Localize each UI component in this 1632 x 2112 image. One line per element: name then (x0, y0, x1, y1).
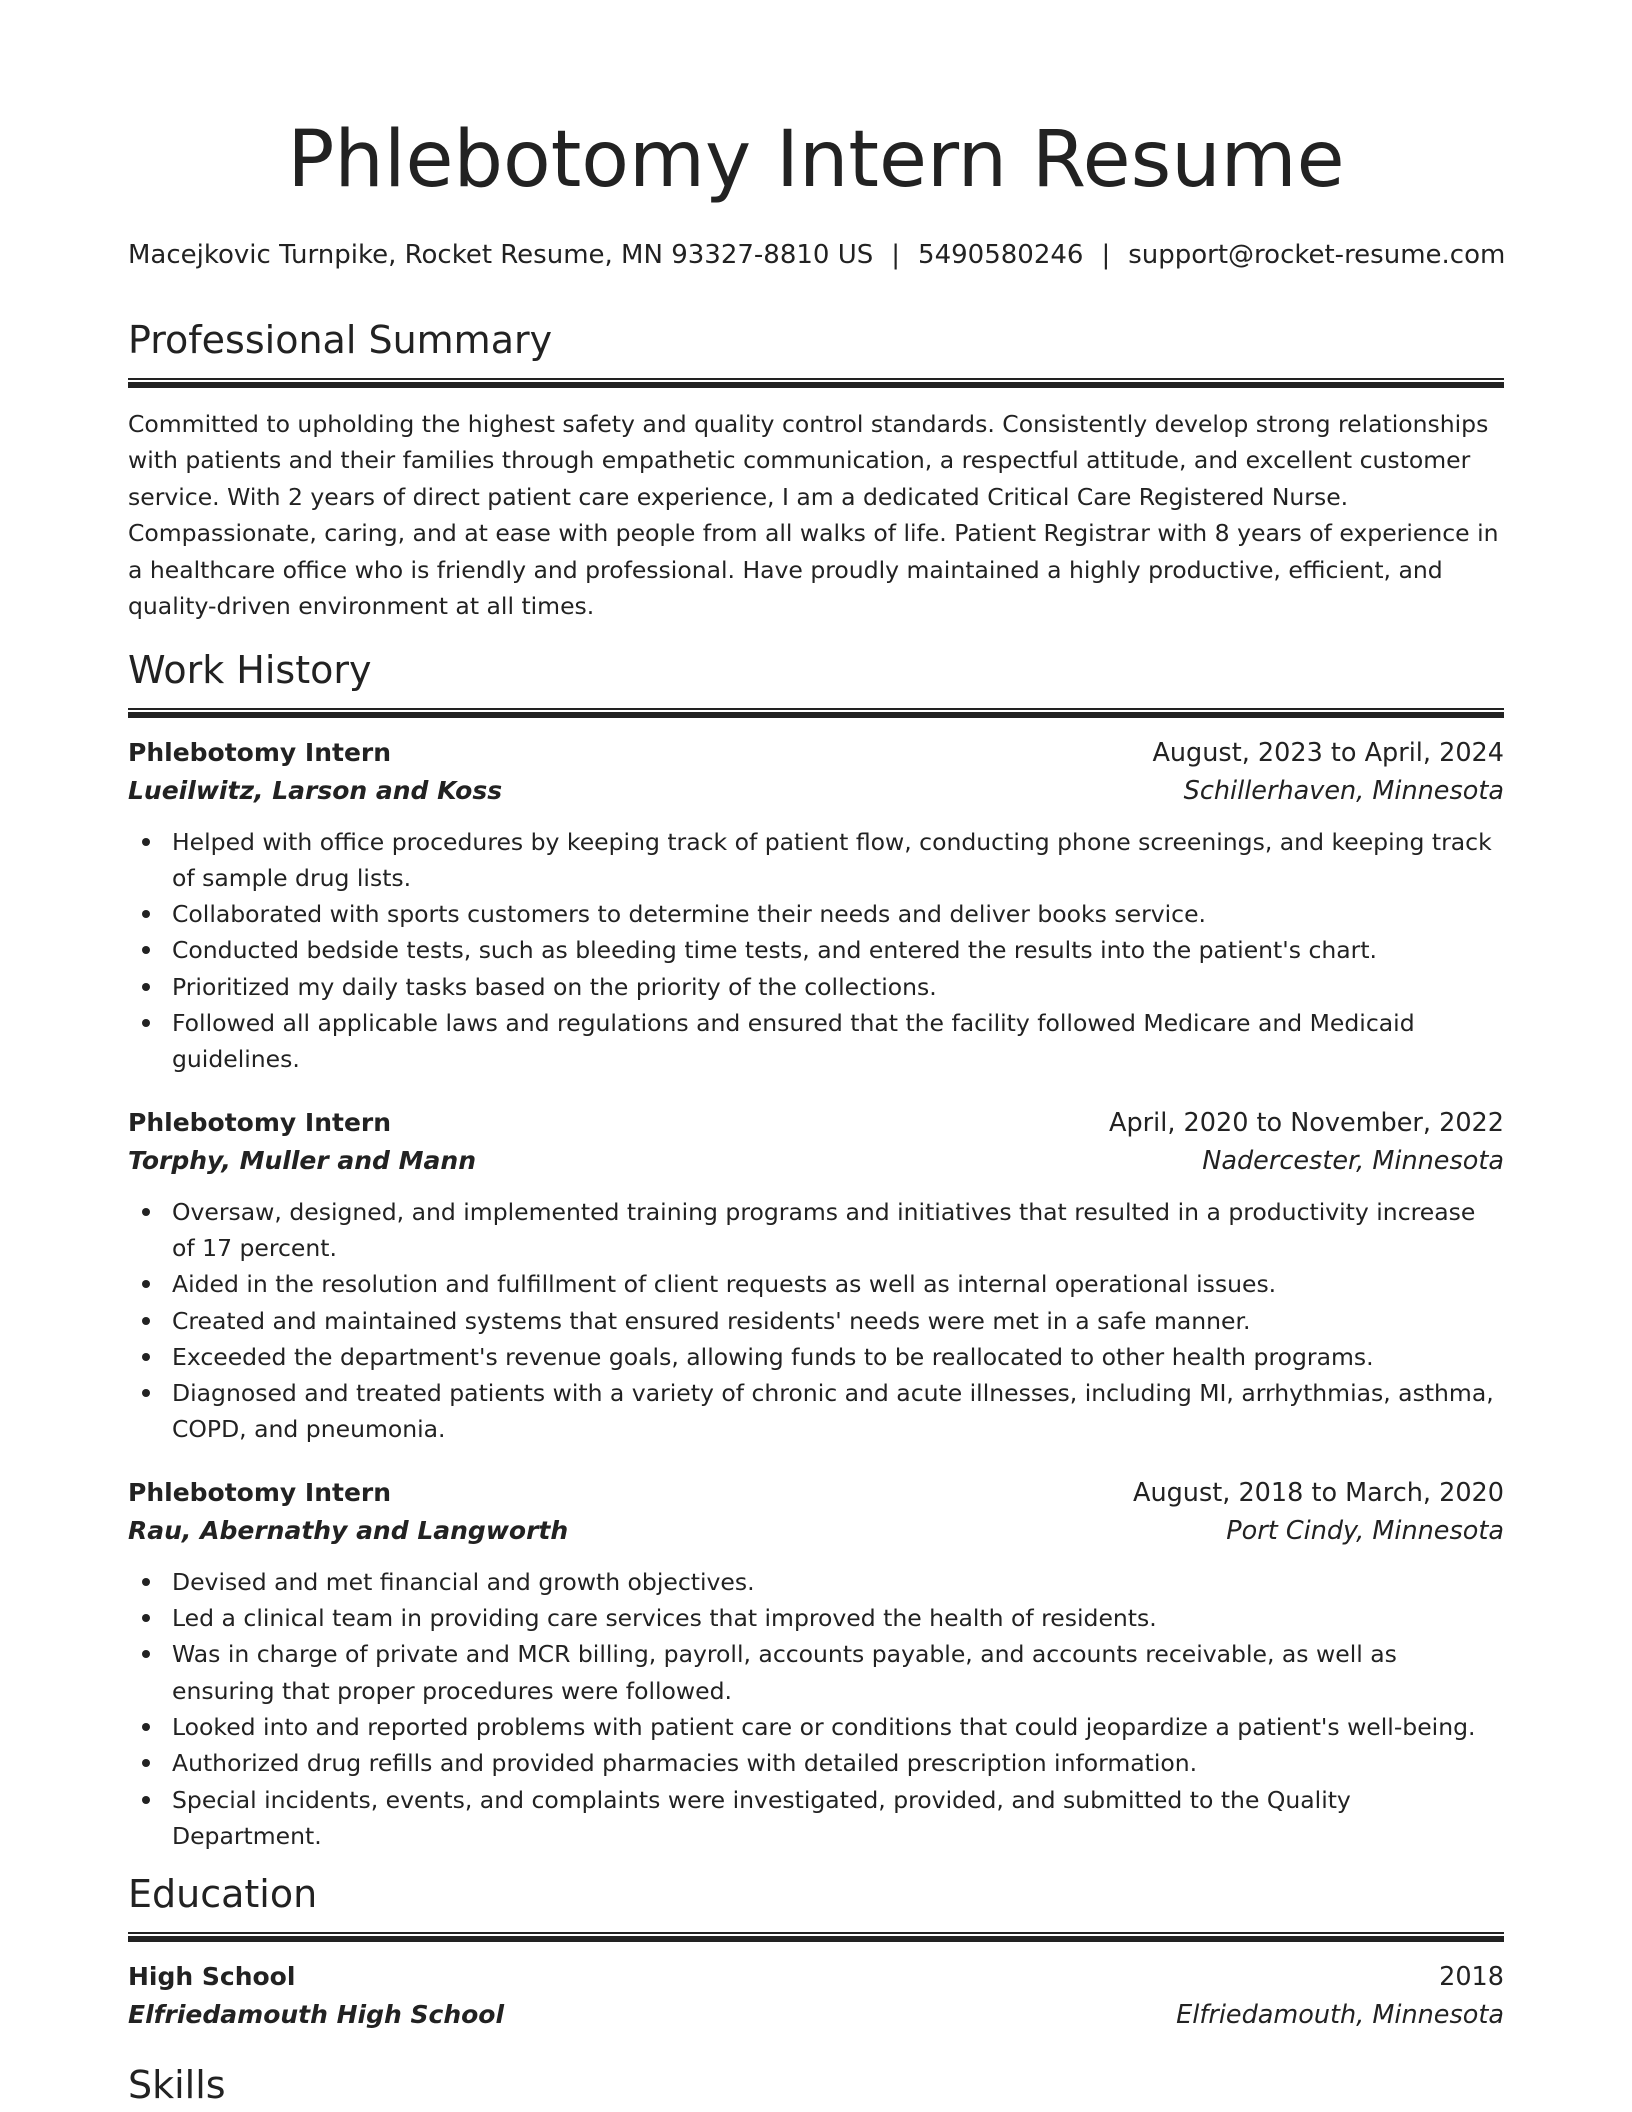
job-title: Phlebotomy Intern (128, 1477, 392, 1507)
education-year: 2018 (1439, 1961, 1504, 1992)
job-bullet: Special incidents, events, and complaints were investigated, provided, and submitted to the Quality Department. (128, 1782, 1504, 1855)
job-bullet: Helped with office procedures by keeping track of patient flow, conducting phone screenings, and keeping track of sample drug lists. (128, 824, 1504, 897)
work-history-heading: Work History (128, 648, 372, 692)
job-bullet: Prioritized my daily tasks based on the priority of the collections. (128, 969, 1504, 1005)
education-entry (128, 1958, 1504, 2034)
job-bullet: Collaborated with sports customers to determine their needs and deliver books service. (128, 896, 1504, 932)
job-bullet: Devised and met financial and growth objectives. (128, 1564, 1504, 1600)
job-bullet: Looked into and reported problems with patient care or conditions that could jeopardize a patient's well-being. (128, 1709, 1504, 1745)
job-bullet: Was in charge of private and MCR billing, payroll, accounts payable, and accounts receivable, as well as ensuring that proper procedures were followed. (128, 1636, 1504, 1709)
job-entry (128, 734, 1504, 1078)
contact-address: Macejkovic Turnpike, Rocket Resume, MN 93327-8810 US (128, 240, 874, 270)
job-bullet: Created and maintained systems that ensured residents' needs were met in a safe manner. (128, 1303, 1504, 1339)
job-location: Nadercester, Minnesota (1202, 1145, 1504, 1176)
job-bullet: Authorized drug refills and provided pharmacies with detailed prescription information. (128, 1745, 1504, 1781)
education-header-row (128, 1958, 1504, 1996)
job-entry (128, 1104, 1504, 1448)
education-school-row (128, 1996, 1504, 2034)
job-entry (128, 1474, 1504, 1854)
education-school: Elfriedamouth High School (128, 1999, 505, 2029)
education-section (128, 1872, 1504, 2034)
education-degree: High School (128, 1961, 296, 1991)
job-bullet: Diagnosed and treated patients with a variety of chronic and acute illnesses, including MI, arrhythmias, asthma, COPD, and pneumonia. (128, 1375, 1504, 1448)
resume-page (128, 0, 1504, 2112)
job-dates: August, 2018 to March, 2020 (1133, 1477, 1504, 1508)
resume-title: Phlebotomy Intern Resume (287, 115, 1345, 205)
job-company-row (128, 1142, 1504, 1180)
education-location: Elfriedamouth, Minnesota (1176, 1999, 1504, 2030)
job-header-row (128, 1104, 1504, 1142)
job-company-row (128, 1512, 1504, 1550)
job-location: Schillerhaven, Minnesota (1183, 775, 1504, 806)
job-bullet: Oversaw, designed, and implemented training programs and initiatives that resulted in a productivity increase of 17 percent. (128, 1194, 1504, 1267)
job-bullets (128, 1564, 1504, 1854)
summary-text: Committed to upholding the highest safety and quality control standards. Consistently develop strong relationships with patients and their families through empathetic communication, a respectful attitude, and excellent customer service. With 2 years of direct patient care experience, I am a dedicated Critical Care Registered Nurse. Compassionate, caring, and at ease with people from all walks of life. Patient Registrar with 8 years of experience in a healthcare office who is friendly and professional. Have proudly maintained a highly productive, efficient, and quality-driven environment at all times. (128, 409, 1499, 621)
contact-line (128, 240, 1504, 270)
job-company: Torphy, Muller and Mann (128, 1145, 476, 1175)
section-divider (128, 1932, 1504, 1942)
job-bullet: Exceeded the department's revenue goals, allowing funds to be reallocated to other health programs. (128, 1339, 1504, 1375)
job-dates: April, 2020 to November, 2022 (1109, 1107, 1504, 1138)
job-header-row (128, 734, 1504, 772)
job-dates: August, 2023 to April, 2024 (1152, 737, 1504, 768)
skills-section (128, 2063, 1504, 2109)
contact-separator: | (1101, 240, 1111, 270)
summary-heading: Professional Summary (128, 318, 553, 362)
job-bullets (128, 824, 1504, 1078)
job-company: Lueilwitz, Larson and Koss (128, 775, 503, 805)
job-header-row (128, 1474, 1504, 1512)
job-bullet: Followed all applicable laws and regulations and ensured that the facility followed Medicare and Medicaid guidelines. (128, 1005, 1504, 1078)
job-bullet: Led a clinical team in providing care services that improved the health of residents. (128, 1600, 1504, 1636)
job-bullet: Conducted bedside tests, such as bleeding time tests, and entered the results into the patient's chart. (128, 932, 1504, 968)
job-bullets (128, 1194, 1504, 1448)
summary-section (128, 318, 1504, 625)
job-title: Phlebotomy Intern (128, 1107, 392, 1137)
contact-email: support@rocket-resume.com (1128, 240, 1506, 270)
job-company-row (128, 772, 1504, 810)
skills-heading: Skills (128, 2063, 226, 2107)
job-company: Rau, Abernathy and Langworth (128, 1515, 569, 1545)
work-history-section (128, 648, 1504, 1854)
job-location: Port Cindy, Minnesota (1226, 1515, 1504, 1546)
section-divider (128, 708, 1504, 718)
job-title: Phlebotomy Intern (128, 737, 392, 767)
job-bullet: Aided in the resolution and fulfillment of client requests as well as internal operational issues. (128, 1266, 1504, 1302)
section-divider (128, 378, 1504, 388)
contact-phone: 5490580246 (918, 240, 1084, 270)
education-heading: Education (128, 1872, 318, 1916)
contact-separator: | (891, 240, 901, 270)
